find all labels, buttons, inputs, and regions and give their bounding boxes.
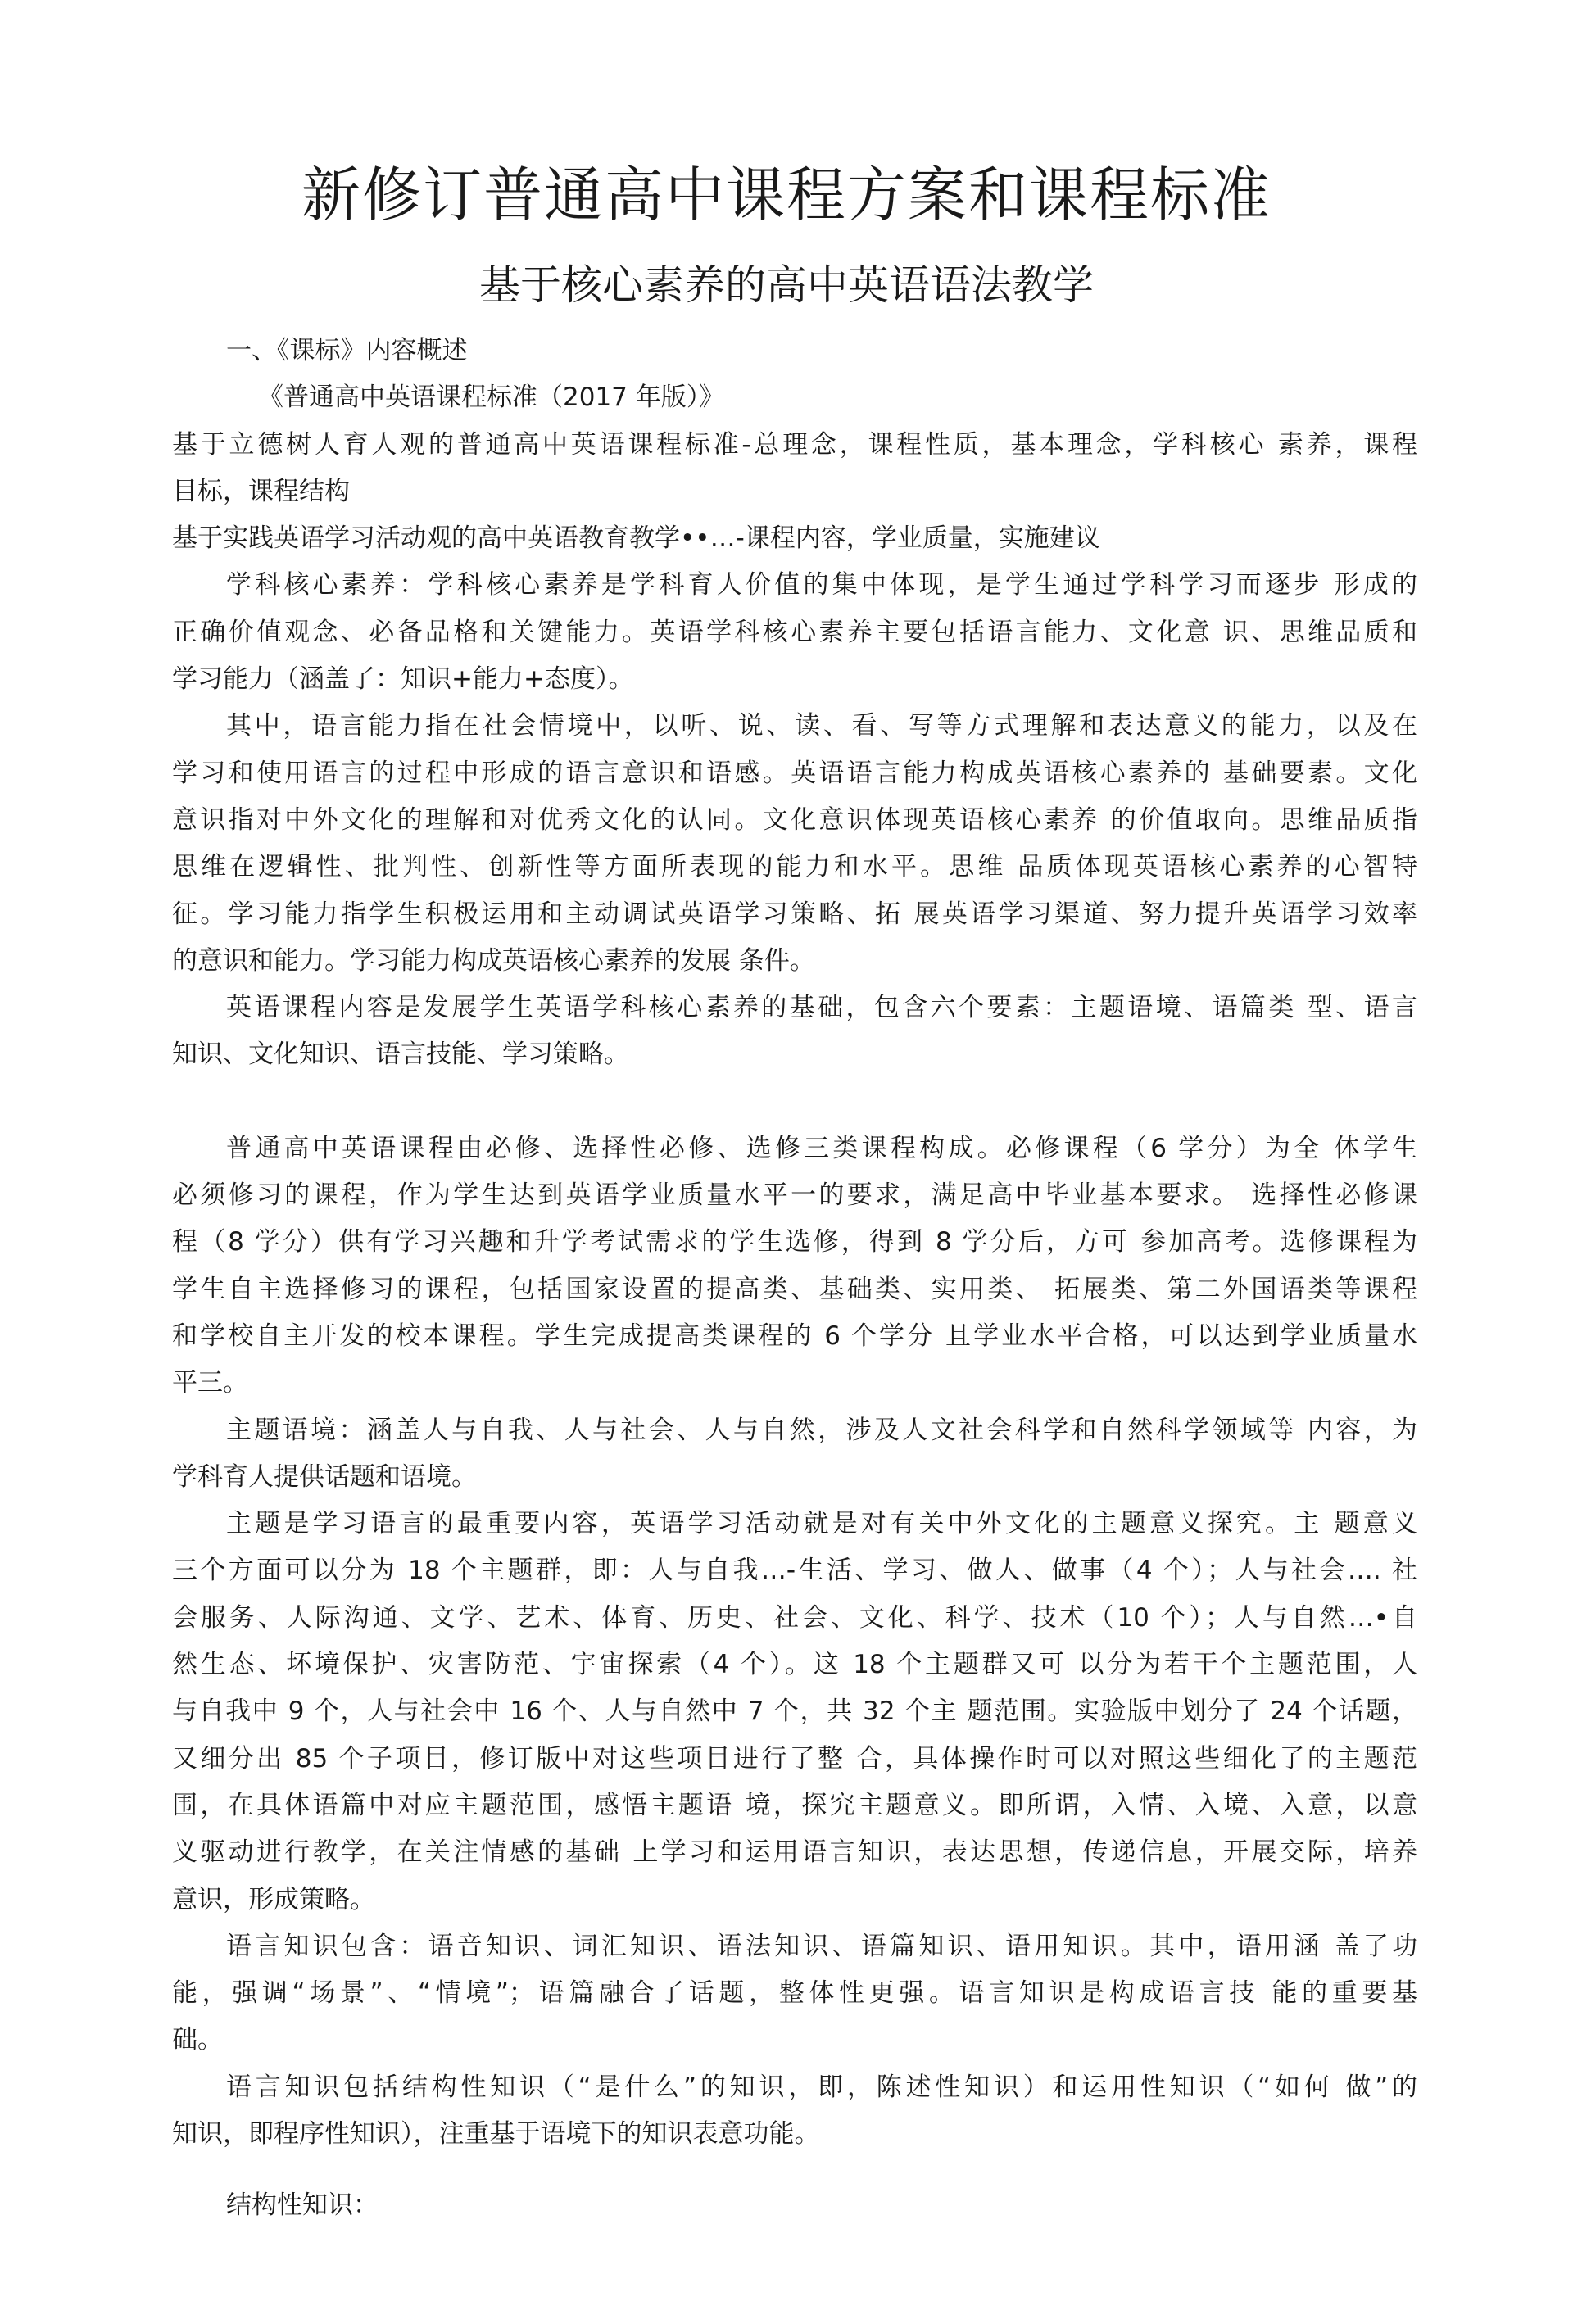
paragraph	[172, 515, 1417, 562]
paragraph	[172, 985, 1417, 1079]
text-line: 三个方面可以分为 18 个主题群，即：人与自我…-生活、学习、做人、做事（4 个）；人与社会…. 社	[172, 1556, 1417, 1586]
text-line: 知识，即程序性知识），注重基于语境下的知识表意功能。	[172, 2118, 820, 2149]
document-body	[172, 328, 1417, 2230]
paragraph	[172, 562, 1417, 703]
text-line: 普通高中英语课程由必修、选择性必修、选修三类课程构成。必修课程（6 学分）为全 体学生	[226, 1133, 1417, 1163]
text-line: 学习和使用语言的过程中形成的语言意识和语感。英语语言能力构成英语核心素养的 基础要素。文化	[172, 758, 1417, 788]
paragraph	[172, 1501, 1417, 1923]
paragraph	[172, 422, 1417, 516]
text-line: 征。学习能力指学生积极运用和主动调试英语学习策略、拓 展英语学习渠道、努力提升英语学习效率	[172, 899, 1417, 929]
text-line: 和学校自主开发的校本课程。学生完成提高类课程的 6 个学分 且学业水平合格，可以达到学业质量水	[172, 1321, 1417, 1351]
text-line: 然生态、坏境保护、灾害防范、宇宙探索（4 个）。这 18 个主题群又可 以分为若干个主题范围，人	[172, 1650, 1417, 1680]
paragraph	[172, 1126, 1417, 1407]
text-line: 目标，课程结构	[172, 476, 350, 506]
paragraph	[172, 2064, 1417, 2159]
text-line: 思维在逻辑性、批判性、创新性等方面所表现的能力和水平。思维 品质体现英语核心素养的心智特	[172, 852, 1417, 882]
text-line: 平三。	[172, 1368, 248, 1398]
text-line: 基于立德树人育人观的普通高中英语课程标准-总理念，课程性质，基本理念，学科核心 素养，课程	[172, 429, 1417, 460]
text-line: 的意识和能力。学习能力构成英语核心素养的发展 条件。	[172, 945, 815, 976]
paragraph	[172, 703, 1417, 985]
text-line: 正确价值观念、必备品格和关键能力。英语学科核心素养主要包括语言能力、文化意 识、思维品质和	[172, 617, 1417, 647]
text-line: 学科育人提供话题和语境。	[172, 1461, 477, 1492]
text-line: 知识、文化知识、语言技能、学习策略。	[172, 1040, 629, 1070]
text-line: 其中，语言能力指在社会情境中，以听、说、读、看、写等方式理解和表达意义的能力，以及在	[226, 711, 1417, 741]
text-line: 围，在具体语篇中对应主题范围，感悟主题语 境，探究主题意义。即所谓，入情、入境、入意，以意	[172, 1790, 1417, 1820]
text-line: 与自我中 9 个，人与社会中 16 个、人与自然中 7 个，共 32 个主 题范围。实验版中划分了 24 个话题，	[172, 1697, 1417, 1727]
text-line: 义驱动进行教学，在关注情感的基础 上学习和运用语言知识，表达思想，传递信息，开展交际，培养	[172, 1837, 1417, 1868]
text-line: 英语课程内容是发展学生英语学科核心素养的基础，包含六个要素：主题语境、语篇类 型、语言	[226, 993, 1417, 1023]
document-subtitle: 基于核心素养的高中英语语法教学	[479, 261, 1094, 309]
paragraph	[172, 2182, 1417, 2229]
text-line: 学习能力（涵盖了：知识+能力+态度）。	[172, 664, 634, 695]
text-line: 础。	[172, 2025, 223, 2055]
document-title: 新修订普通高中课程方案和课程标准	[301, 161, 1272, 229]
text-line: 必须修习的课程，作为学生达到英语学业质量水平一的要求，满足高中毕业基本要求。 选择性必修课	[172, 1180, 1417, 1211]
text-line: 语言知识包含：语音知识、词汇知识、语法知识、语篇知识、语用知识。其中，语用涵 盖了功	[226, 1931, 1417, 1961]
text-line: 一、《课标》内容概述	[226, 336, 468, 365]
text-line: 基于实践英语学习活动观的高中英语教育教学••…-课程内容，学业质量，实施建议	[172, 523, 1100, 554]
text-line: 程（8 学分）供有学习兴趣和升学考试需求的学生选修，得到 8 学分后，方可 参加高考。选修课程为	[172, 1227, 1417, 1257]
text-line: 学生自主选择修习的课程，包括国家设置的提高类、基础类、实用类、 拓展类、第二外国语类等课程	[172, 1274, 1417, 1304]
text-line: 结构性知识：	[226, 2190, 379, 2221]
text-line: 会服务、人际沟通、文学、艺术、体育、历史、社会、文化、科学、技术（10 个）；人与自然…•自	[172, 1602, 1417, 1633]
text-line: 《普通高中英语课程标准（2017 年版）》	[258, 383, 725, 413]
text-line: 意识指对中外文化的理解和对优秀文化的认同。文化意识体现英语核心素养 的价值取向。思维品质指	[172, 804, 1417, 835]
paragraph	[172, 1923, 1417, 2064]
paragraph	[172, 374, 1417, 421]
text-line: 又细分出 85 个子项目，修订版中对这些项目进行了整 合，具体操作时可以对照这些细化了的主题范	[172, 1743, 1417, 1774]
text-line: 主题是学习语言的最重要内容，英语学习活动就是对有关中外文化的主题意义探究。主 题意义	[226, 1509, 1417, 1539]
text-line: 学科核心素养：学科核心素养是学科育人价值的集中体现，是学生通过学科学习而逐步 形成的	[226, 570, 1417, 600]
text-line: 意识，形成策略。	[172, 1884, 375, 1914]
text-line: 语言知识包括结构性知识（“是什么”的知识，即，陈述性知识）和运用性知识（“如何 做”的	[226, 2072, 1417, 2102]
text-line: 主题语境：涵盖人与自我、人与社会、人与自然，涉及人文社会科学和自然科学领域等 内容，为	[226, 1415, 1417, 1445]
paragraph	[172, 328, 1417, 374]
text-line: 能，强调“场景”、“情境”；语篇融合了话题，整体性更强。语言知识是构成语言技 能的重要基	[172, 1978, 1417, 2009]
paragraph	[172, 1407, 1417, 1502]
